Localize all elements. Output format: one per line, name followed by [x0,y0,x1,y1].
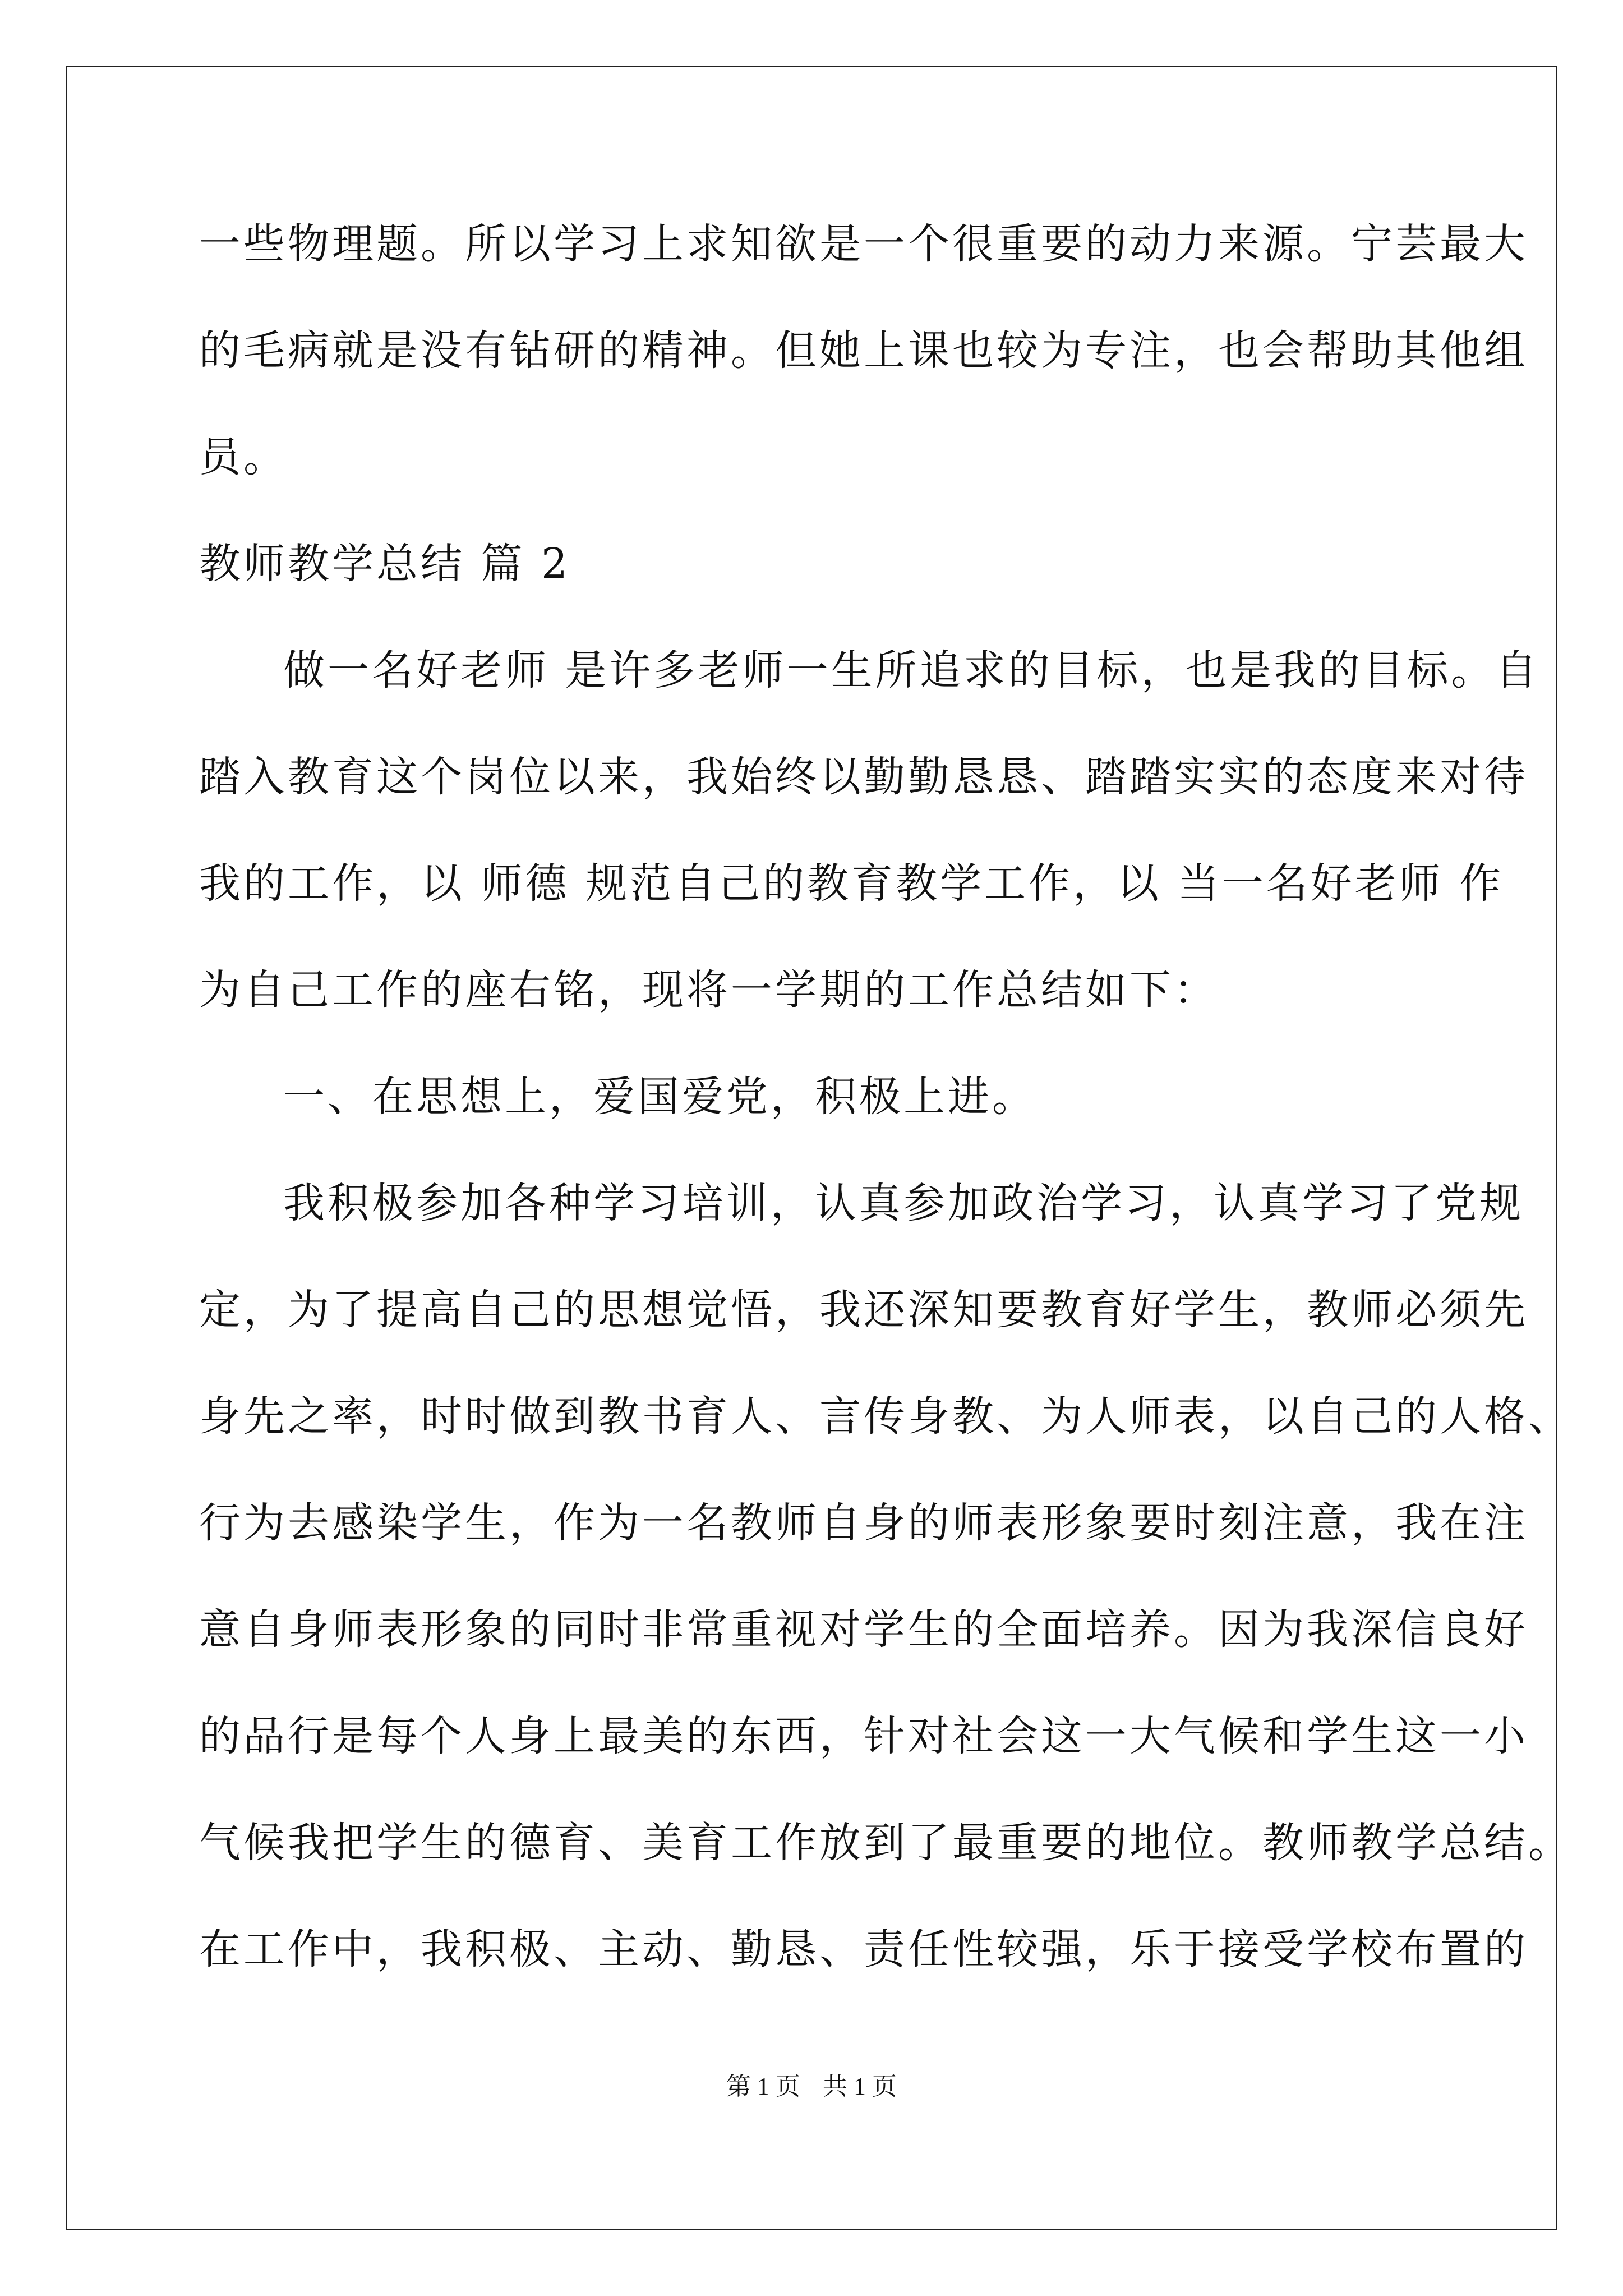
page-total: 共 1 页 [823,2073,897,2100]
page-border [66,66,1557,2230]
body-text-line: 我积极参加各种学习培训，认真参加政治学习，认真学习了党规 [283,1179,1524,1227]
body-text-line: 身先之率，时时做到教书育人、言传身教、为人师表，以自己的人格、 [199,1392,1573,1441]
body-text-line: 为自己工作的座右铭，现将一学期的工作总结如下： [199,966,1218,1014]
body-text-line: 一些物理题。所以学习上求知欲是一个很重要的动力来源。宁芸最大 [199,220,1528,268]
body-text-line: 做一名好老师 是许多老师一生所追求的目标，也是我的目标。自 [283,646,1540,694]
body-text-line: 员。 [199,433,288,481]
body-text-line: 在工作中，我积极、主动、勤恳、责任性较强，乐于接受学校布置的 [199,1925,1528,1973]
body-text-line: 的品行是每个人身上最美的东西，针对社会这一大气候和学生这一小 [199,1712,1528,1760]
section-heading: 教师教学总结 篇 2 [199,540,571,588]
subheading-line: 一、在思想上，爱国爱党，积极上进。 [283,1073,1036,1121]
body-text-line: 意自身师表形象的同时非常重视对学生的全面培养。因为我深信良好 [199,1605,1528,1654]
body-text-line: 行为去感染学生，作为一名教师自身的师表形象要时刻注意，我在注 [199,1499,1528,1547]
body-text-line: 的毛病就是没有钻研的精神。但她上课也较为专注，也会帮助其他组 [199,326,1528,375]
body-text-line: 定，为了提高自己的思想觉悟，我还深知要教育好学生，教师必须先 [199,1286,1528,1334]
page-number: 第 1 页 [726,2073,800,2100]
body-text-line: 气候我把学生的德育、美育工作放到了最重要的地位。教师教学总结。 [199,1819,1573,1867]
body-text-line: 我的工作，以 师德 规范自己的教育教学工作，以 当一名好老师 作 [199,859,1504,908]
page-footer [0,2070,1623,2104]
body-text-line: 踏入教育这个岗位以来，我始终以勤勤恳恳、踏踏实实的态度来对待 [199,753,1528,801]
